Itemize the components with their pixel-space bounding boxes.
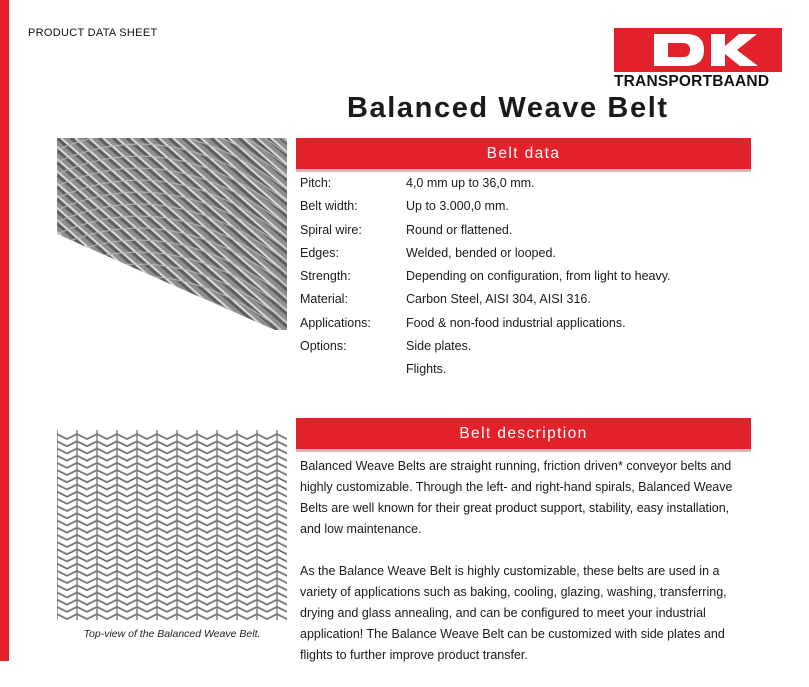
spec-value: 4,0 mm up to 36,0 mm.: [406, 176, 535, 190]
dk-logo-mark: [614, 28, 782, 72]
description-paragraph: Balanced Weave Belts are straight running, friction driven* conveyor belts and highly customizable. Through the left- and right-hand spirals, Balanced Weave Belts are well known for their great product support, stability, easy installation, and low maintenance.: [300, 459, 733, 536]
spec-label: Edges:: [300, 245, 339, 260]
spec-value: Up to 3.000,0 mm.: [406, 199, 509, 214]
spec-row: [300, 339, 671, 362]
belt-data-table: [300, 176, 671, 386]
spec-row: [300, 269, 671, 292]
belt-data-header: Belt data: [296, 138, 751, 169]
spec-value: Flights.: [406, 362, 447, 377]
spec-label: Pitch:: [300, 176, 332, 190]
spec-row: [300, 176, 671, 199]
spec-label: Material:: [300, 292, 348, 307]
belt-top-view-image: [57, 430, 287, 620]
belt-description-text: [300, 456, 752, 687]
image-caption: Top-view of the Balanced Weave Belt.: [83, 628, 261, 640]
spec-label: Belt width:: [300, 199, 358, 214]
spec-row: [300, 199, 671, 222]
left-accent-bar: [0, 0, 9, 661]
spec-value: Welded, bended or looped.: [406, 245, 556, 260]
spec-row: [300, 362, 671, 385]
spec-row: [300, 223, 671, 246]
company-logo: [614, 28, 782, 91]
spec-value: Food & non-food industrial applications.: [406, 315, 626, 330]
description-paragraph: As the Balance Weave Belt is highly customizable, these belts are used in a variety of applications such as baking, cooling, glazing, washing, transferring, drying and glass annealing, and can be configured to meet your industrial application! The Balance Weave Belt can be customized with side plates and flights to further improve product transfer.: [300, 564, 727, 662]
spec-label: Strength:: [300, 269, 351, 284]
belt-description-header: Belt description: [296, 418, 751, 449]
spec-value: Carbon Steel, AISI 304, AISI 316.: [406, 292, 591, 307]
spec-value: Side plates.: [406, 339, 472, 354]
belt-perspective-image: [57, 138, 287, 330]
spec-label: Applications:: [300, 315, 371, 330]
spec-label: Spiral wire:: [300, 222, 362, 237]
spec-row: [300, 316, 671, 339]
spec-label: [300, 362, 406, 385]
spec-value: Round or flattened.: [406, 222, 513, 237]
document-type-label: PRODUCT DATA SHEET: [28, 27, 158, 39]
spec-value: Depending on configuration, from light to heavy.: [406, 269, 671, 284]
spec-label: Options:: [300, 339, 347, 354]
page-title: Balanced Weave Belt: [347, 92, 669, 124]
logo-subtitle: TRANSPORTBAAND: [614, 73, 770, 90]
spec-row: [300, 246, 671, 269]
spec-row: [300, 292, 671, 315]
